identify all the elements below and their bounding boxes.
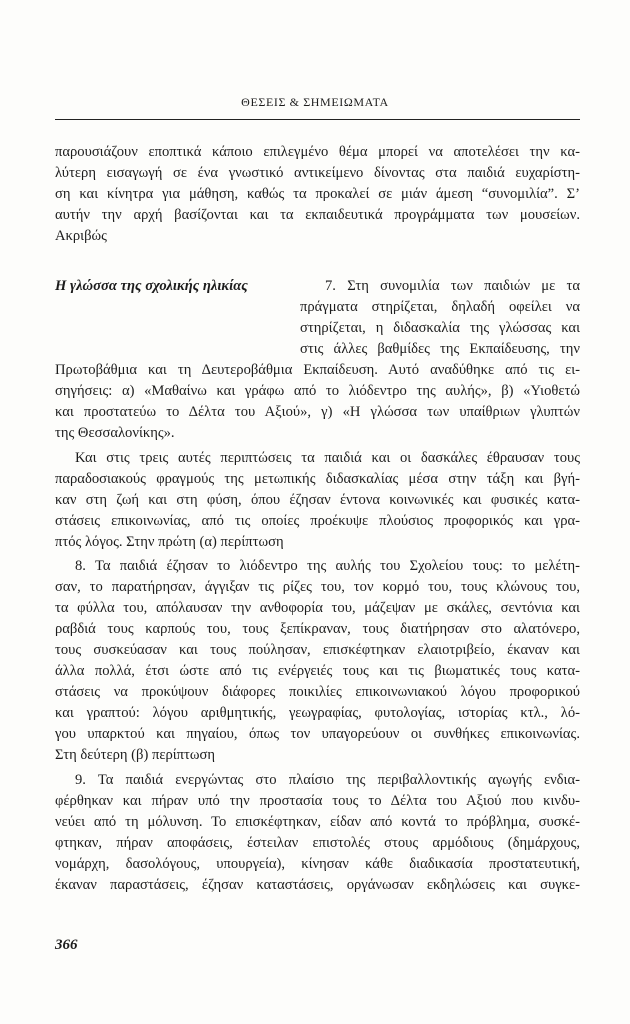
text-line: σηγήσεις: α) «Μαθαίνω και γράφω από το λιόδεντρο της αυλής», β) «Υιοθετώ xyxy=(55,383,580,399)
text-line: αυτήν την αρχή βασίζονται και τα εκπαιδευτικά προγράμματα των μουσείων. xyxy=(55,207,580,223)
text-line: 9. Τα παιδιά ενεργώντας στο πλαίσιο της περιβαλλοντικής αγωγής ενδια- xyxy=(75,772,580,788)
text-line: άλλα πολλά, έτσι ώστε από τις ενέργειές τους και τις βιωματικές τους κατα- xyxy=(55,663,580,679)
running-header: ΘΕΣΕΙΣ & ΣΗΜΕΙΩΜΑΤΑ xyxy=(241,95,389,109)
text-line: στάσεις επικοινωνίας, από τις οποίες προέκυψε πλούσιος προφορικός και γρα- xyxy=(55,513,580,529)
text-line: τα φύλλα του, απόλαυσαν την ανθοφορία του, μάζεψαν με σκάλες, σεντόνια και xyxy=(55,600,580,616)
text-line: πράγματα στηρίζεται, δηλαδή οφείλει να xyxy=(300,299,580,315)
text-line: νομάρχη, δασολόγους, υπουργεία), κίνησαν κάθε διαδικασία προστατευτική, xyxy=(55,856,580,872)
text-line: παραδοσιακούς φραγμούς της μετωπικής διδασκαλίας μέσα στην τάξη και βγή- xyxy=(55,471,580,487)
text-line: 8. Τα παιδιά έζησαν το λιόδεντρο της αυλής του Σχολείου τους: το μελέτη- xyxy=(75,558,580,574)
text-line: πτός λόγος. Στην πρώτη (α) περίπτωση xyxy=(55,534,284,550)
text-line: νεύει από τη μόλυνση. Το επισκέφτηκαν, είδαν από κοντά το πρόβλημα, συσκέ- xyxy=(55,814,580,830)
text-line: στις άλλες βαθμίδες της Εκπαίδευσης, την xyxy=(300,341,580,357)
text-line: και γραπτού: λόγου αριθμητικής, γεωγραφίας, φυτολογίας, ιστορίας κτλ., λό- xyxy=(55,705,580,721)
text-line: παρουσιάζουν εποπτικά κάποιο επιλεγμένο θέμα μπορεί να αποτελέσει την κα- xyxy=(55,144,580,160)
text-line: έκαναν παραστάσεις, έζησαν καταστάσεις, οργάνωσαν εκδηλώσεις και συγκε- xyxy=(55,877,580,893)
text-line: Πρωτοβάθμια και τη Δευτεροβάθμια Εκπαίδευση. Αυτό αναδύθηκε από τις ει- xyxy=(55,362,580,378)
page-number: 366 xyxy=(55,937,78,953)
text-line: φέρθηκαν και πήραν υπό την προστασία τους το Δέλτα του Αξιού που κινδυ- xyxy=(55,793,580,809)
text-line: καν στη ζωή και στη φύση, όπου έζησαν έντονα κοινωνικές και φυσικές κατα- xyxy=(55,492,580,508)
text-line: γου υπαρκτού και πηγαίου, όπως τον υπαγορεύουν οι συνθήκες επικοινωνίας. xyxy=(55,726,580,742)
text-line: 7. Στη συνομιλία των παιδιών με τα xyxy=(325,278,580,294)
text-line: και προστατεύω το Δέλτα του Αξιού», γ) «Η γλώσσα των υπαίθριων γλυπτών xyxy=(55,404,580,420)
text-line: σαν, το παρατήρησαν, άγγιξαν τις ρίζες του, τον κορμό του, τους κλώνους του, xyxy=(55,579,580,595)
text-line: λύτερη εισαγωγή σε ένα γνωστικό αντικείμενο δίνοντας στα παιδιά ευχαρίστη- xyxy=(55,165,580,181)
text-line: ραβδιά τους καρπούς του, τους ξεπίκραναν, τους διατήρησαν στο αλατόνερο, xyxy=(55,621,580,637)
text-line: φτηκαν, πήραν αποφάσεις, έστειλαν επιστολές στους αρμόδιους (δημάρχους, xyxy=(55,835,580,851)
text-line: Ακριβώς xyxy=(55,228,107,244)
text-line: της Θεσσαλονίκης». xyxy=(55,425,175,441)
text-line: στηρίζεται, η διδασκαλία της γλώσσας και xyxy=(300,320,580,336)
text-line: Και στις τρεις αυτές περιπτώσεις τα παιδιά και οι δασκάλες έθραυσαν τους xyxy=(75,450,580,466)
header-rule xyxy=(55,119,580,120)
text-line: Στη δεύτερη (β) περίπτωση xyxy=(55,747,215,763)
text-line: στάσεις να προκύψουν διάφορες ποικιλίες επικοινωνιακού λόγου προφορικού xyxy=(55,684,580,700)
section-side-heading: Η γλώσσα της σχολικής ηλικίας xyxy=(55,278,248,294)
text-line: τους συσκεύασαν και τους πούλησαν, επισκέφτηκαν ελαιοτριβείο, έκαναν και xyxy=(55,642,580,658)
text-line: ση και κίνητρα για μάθηση, καθώς τα προκαλεί σε μιάν άμεση “συνομιλία”. Σ’ xyxy=(55,186,580,202)
